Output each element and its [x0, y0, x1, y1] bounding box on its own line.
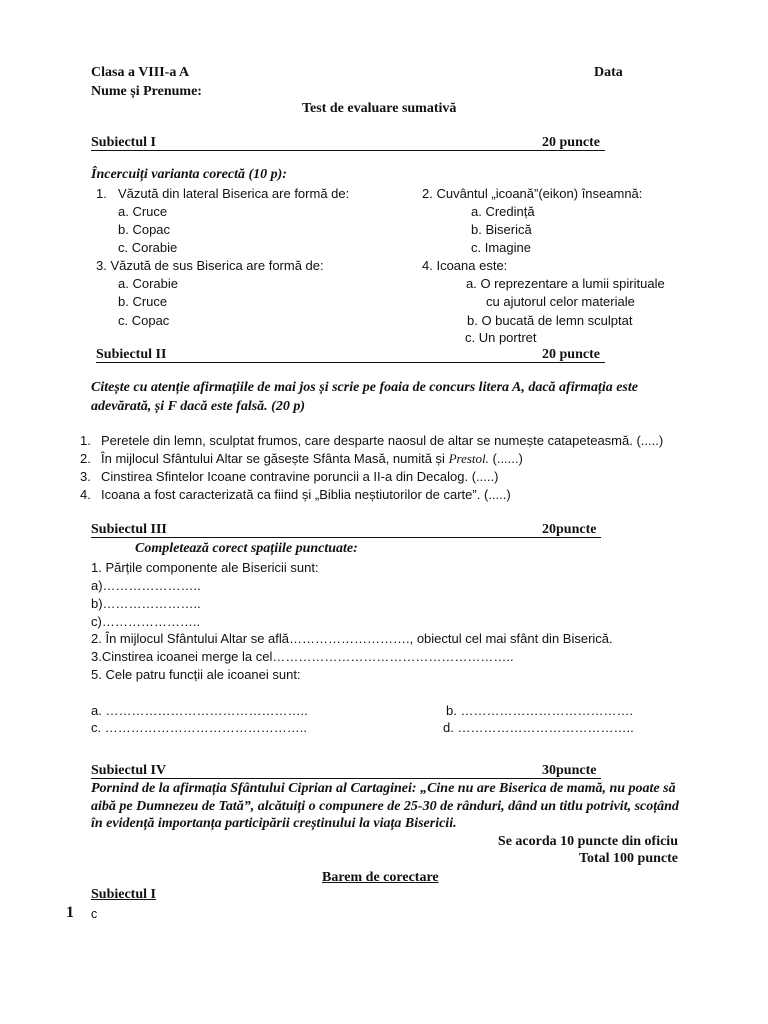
q4-option-a-cont: cu ajutorul celor materiale [486, 294, 635, 309]
q4-option-b: b. O bucată de lemn sculptat [467, 313, 633, 328]
subiect-3-instruction: Completează corect spațiile punctuate: [135, 541, 358, 556]
q3-text: 3. Văzută de sus Biserica are formă de: [96, 258, 324, 273]
q2-option-a: a. Credință [471, 204, 535, 219]
q4-option-c: c. Un portret [465, 330, 537, 345]
oficiu-note: Se acorda 10 puncte din oficiu [497, 834, 678, 849]
s2-item-2-text-after: (......) [488, 451, 523, 466]
subiect-3-points: 20puncte [542, 522, 597, 537]
subiect-2-underline [96, 362, 605, 363]
subiect-3-title: Subiectul III [91, 522, 167, 537]
subiect-4-text: Pornind de la afirmația Sfântului Ciprian al Cartaginei: „Cine nu are Biserica de mamă, nu poate să aibă pe Dumnezeu de Tată”, alcătuiți o compunere de 25-30 de rânduri, dând un titlu potrivit, scoțând în evidență importanța participării creștinului la viața Bisericii. [91, 781, 679, 831]
total-points: Total 100 puncte [578, 851, 678, 866]
s2-item-3-text: Cinstirea Sfintelor Icoane contravine poruncii a II-a din Decalog. (.....) [101, 469, 499, 484]
q1-option-a: a. Cruce [118, 204, 168, 219]
s2-item-2-text [101, 451, 523, 467]
s3-line-3: 3.Cinstirea icoanei merge la cel……………………………………………….. [91, 649, 514, 664]
subiect-1-title: Subiectul I [91, 135, 156, 150]
s3-function-d: d. ………………………………….. [443, 720, 634, 735]
q4-text: 4. Icoana este: [422, 258, 508, 273]
s3-line-5: 5. Cele patru funcții ale icoanei sunt: [91, 667, 301, 682]
subiect-1-instruction: Încercuiți varianta corectă (10 p): [91, 167, 287, 182]
q3-option-c: c. Copac [118, 313, 170, 328]
name-label: Nume și Prenume: [91, 84, 202, 99]
subiect-1-points: 20 puncte [542, 135, 600, 150]
s2-item-2-number: 2. [80, 451, 91, 466]
subiect-3-underline [91, 537, 601, 538]
s3-line-a: a)………………….. [91, 578, 201, 593]
barem-row-answer: c [91, 907, 98, 921]
s3-function-c: c. ……………………………………….. [91, 720, 307, 735]
s2-item-2-text-before: În mijlocul Sfântului Altar se găsește Sfânta Masă, numită și [101, 451, 449, 466]
s2-item-1-number: 1. [80, 433, 91, 448]
s3-function-a: a. ……………………………………….. [91, 703, 308, 718]
s3-line-b: b)………………….. [91, 596, 201, 611]
barem-title: Barem de corectare [322, 870, 439, 885]
q1-option-c: c. Corabie [118, 240, 178, 255]
subiect-2-points: 20 puncte [542, 347, 600, 362]
class-label: Clasa a VIII-a A [91, 65, 190, 80]
barem-row-number: 1 [66, 904, 74, 921]
q3-option-b: b. Cruce [118, 294, 168, 309]
s3-line-2: 2. În mijlocul Sfântului Altar se află………………………., obiectul cel mai sfânt din Biserică. [91, 631, 613, 646]
s2-item-2-italic: Prestol. [448, 451, 489, 466]
q2-text: 2. Cuvântul „icoană”(eikon) înseamnă: [422, 186, 643, 201]
subiect-4-title: Subiectul IV [91, 763, 167, 778]
s2-item-3-number: 3. [80, 469, 91, 484]
q1-text: Văzută din lateral Biserica are formă de: [118, 186, 350, 201]
subiect-4-underline [91, 778, 601, 779]
s2-item-1-text: Peretele din lemn, sculptat frumos, care desparte naosul de altar se numește catapeteasmă. (.....) [101, 433, 664, 448]
q2-option-c: c. Imagine [471, 240, 531, 255]
q1-number: 1. [96, 186, 107, 201]
s2-item-4-number: 4. [80, 487, 91, 502]
subiect-2-title: Subiectul II [96, 347, 167, 362]
subiect-1-underline [91, 150, 605, 151]
s3-function-b: b. …………………………………. [446, 703, 634, 718]
s3-line-1: 1. Părțile componente ale Bisericii sunt: [91, 560, 319, 575]
q3-option-a: a. Corabie [118, 276, 178, 291]
barem-subiect-1: Subiectul I [91, 887, 156, 902]
subiect-2-instruction: Citește cu atenție afirmațiile de mai jos și scrie pe foaia de concurs litera A, dacă afirmația este adevărată, și F dacă este falsă. (20 p) [91, 380, 638, 414]
q2-option-b: b. Biserică [471, 222, 532, 237]
s2-item-4-text: Icoana a fost caracterizată ca fiind și „Biblia neștiutorilor de carte”. (.....) [101, 487, 511, 502]
q1-option-b: b. Copac [118, 222, 171, 237]
q4-option-a: a. O reprezentare a lumii spirituale [466, 276, 665, 291]
test-title: Test de evaluare sumativă [302, 101, 457, 116]
s3-line-c: c)………………….. [91, 614, 201, 629]
date-label: Data [594, 65, 623, 80]
subiect-4-points: 30puncte [542, 763, 597, 778]
